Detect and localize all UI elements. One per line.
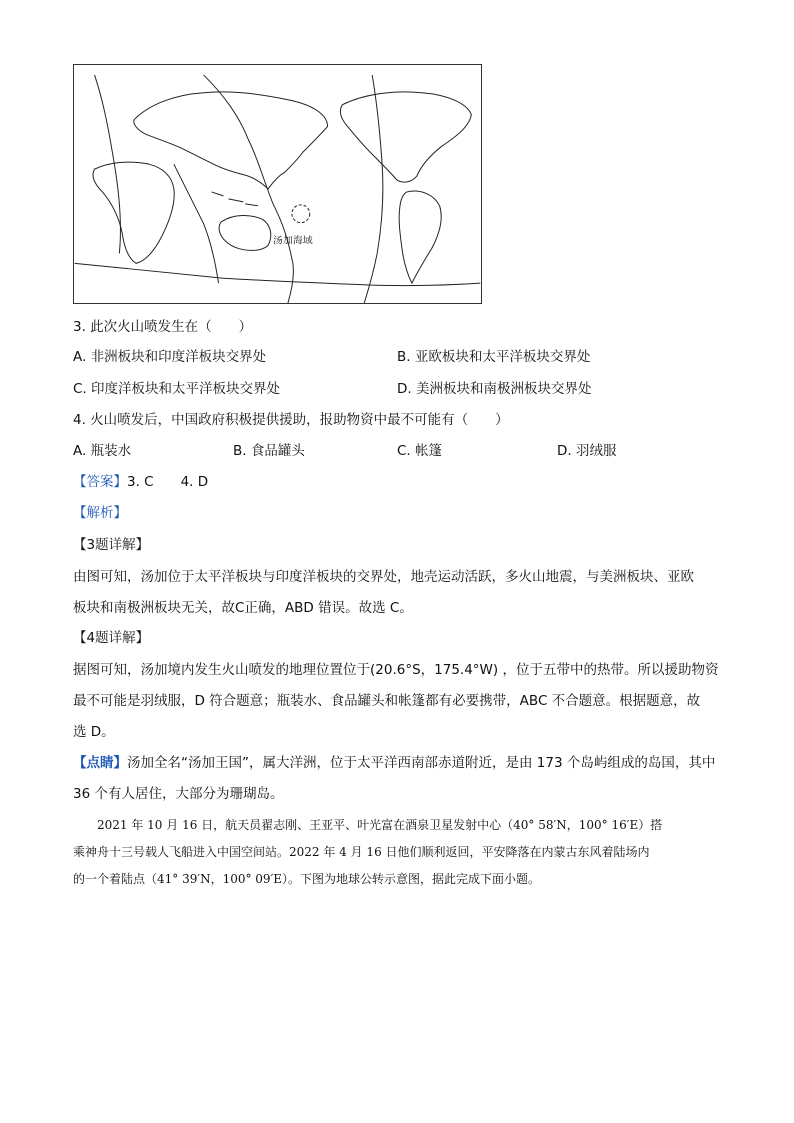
plate-boundary-mid <box>174 164 219 283</box>
passage-line: 乘神舟十三号载人飞船进入中国空间站。2022 年 4 月 16 日他们顺利返回，平安降落在内蒙古东风着陆场内 <box>73 845 650 859</box>
tip-line: 36 个有人居住，大部分为珊瑚岛。 <box>73 786 284 802</box>
q4-option-d: D. 羽绒服 <box>557 443 617 459</box>
south-america-landmass <box>399 191 441 283</box>
detail4-line: 选 D。 <box>73 724 115 740</box>
plate-boundary-south <box>75 263 481 285</box>
analysis-tag: 【解析】 <box>73 505 127 521</box>
passage-line: 的一个着陆点（41° 39′N，100° 09′E）。下图为地球公转示意图，据此完成下面小题。 <box>73 872 541 886</box>
tectonic-plate-map <box>73 64 482 304</box>
q3-option-c: C. 印度洋板块和太平洋板块交界处 <box>73 381 281 397</box>
detail4-line: 最不可能是羽绒服，D 符合题意；瓶装水、食品罐头和帐篷都有必要携带，ABC 不合题意。根据题意，故 <box>73 693 701 709</box>
q3-stem: 3. 此次火山喷发生在（ ） <box>73 319 253 335</box>
tip-body <box>73 748 723 810</box>
passage-line: 2021 年 10 月 16 日，航天员翟志刚、王亚平、叶光富在酒泉卫星发射中心（40° 58′N，100° 16′E）搭 <box>73 818 663 832</box>
africa-landmass <box>93 162 174 263</box>
plate-boundary-east <box>364 75 383 303</box>
detail3-line: 由图可知，汤加位于太平洋板块与印度洋板块的交界处，地壳运动活跃，多火山地震，与美洲板块、亚欧 <box>73 569 694 585</box>
tonga-label: 汤加海域 <box>273 235 313 247</box>
tip-tag: 【点睛】 <box>73 755 127 771</box>
tonga-marker-circle <box>292 205 310 223</box>
answer-line <box>73 473 208 491</box>
detail4-heading: 【4题详解】 <box>73 630 150 646</box>
detail3-line: 板块和南极洲板块无关，故C正确，ABD 错误。故选 C。 <box>73 600 413 616</box>
detail3-heading: 【3题详解】 <box>73 537 150 553</box>
world-map-svg <box>74 65 481 303</box>
detail4-body <box>73 655 723 748</box>
indonesia-islands <box>212 192 259 206</box>
plate-boundary-pacific <box>204 75 294 303</box>
tip-line <box>73 748 723 779</box>
detail3-body <box>73 562 723 624</box>
tip-line-text: 汤加全名“汤加王国”，属大洋洲，位于太平洋西南部赤道附近，是由 173 个岛屿组成的岛国，其中 <box>127 755 716 771</box>
australia-landmass <box>219 215 271 250</box>
detail4-line: 据图可知，汤加境内发生火山喷发的地理位置位于(20.6°S，175.4°W) ，位于五带中的热带。所以援助物资 <box>73 662 719 678</box>
answer-text: 3. C 4. D <box>127 474 209 490</box>
q4-option-c: C. 帐篷 <box>397 443 443 459</box>
q4-option-a: A. 瓶装水 <box>73 443 132 459</box>
q3-option-d: D. 美洲板块和南极洲板块交界处 <box>397 381 592 397</box>
answer-tag: 【答案】 <box>73 474 127 490</box>
q3-option-a: A. 非洲板块和印度洋板块交界处 <box>73 349 267 365</box>
q3-option-b: B. 亚欧板块和太平洋板块交界处 <box>397 349 591 365</box>
q4-option-b: B. 食品罐头 <box>233 443 305 459</box>
north-america-landmass <box>340 92 471 182</box>
next-passage <box>73 812 733 893</box>
q4-stem: 4. 火山喷发后，中国政府积极提供援助，报助物资中最不可能有（ ） <box>73 412 509 428</box>
